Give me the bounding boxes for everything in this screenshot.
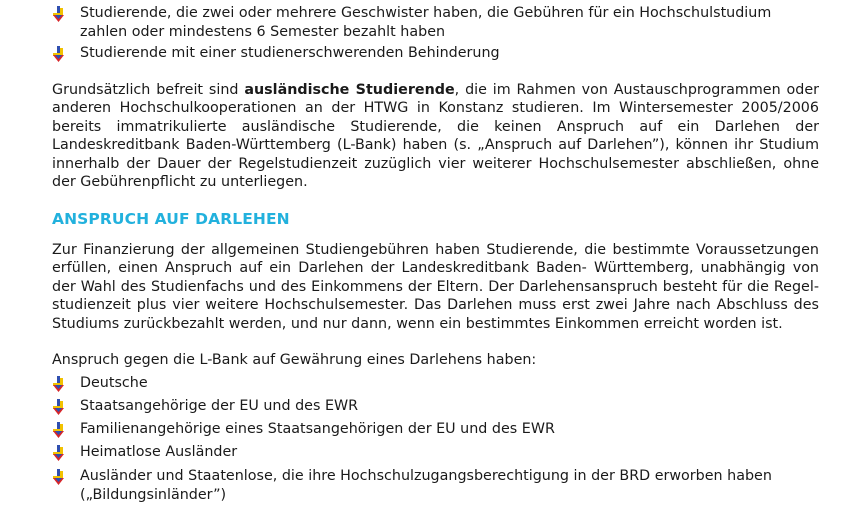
list-item-text: Staatsangehörige der EU und des EWR [80, 398, 359, 414]
list-item [52, 44, 822, 63]
list-item [52, 4, 822, 41]
list-item [52, 374, 822, 393]
list-item-text: Deutsche [80, 375, 148, 391]
paragraph [52, 81, 819, 191]
section-heading: ANSPRUCH AUF DARLEHEN [52, 210, 290, 228]
paragraph: Anspruch gegen die L-Bank auf Gewährung eines Darlehens haben: [52, 352, 537, 368]
list-item-text: Studierende mit einer studienerschwerenden Behinderung [80, 45, 500, 61]
paragraph: Zur Finanzierung der allgemeinen Studiengebühren haben Studierende, die bestimmte Voraussetzungen erfüllen, einen Anspruch auf ein Darlehen der Landeskreditbank Baden- Württemberg, unabhängig von der Wahl des Studienfachs und des Einkommens der Eltern. Der Darlehensanspruch besteht für die Regelstudienzeit plus vier weitere Hochschulsemester. Das Darlehen muss erst zwei Jahre nach Abschluss des Studiums zurückbezahlt werden, und nur dann, wenn ein bestimmtes Einkommen erreicht worden ist. [52, 242, 819, 332]
arrow-bullet-icon [52, 46, 66, 62]
emphasis-text: ausländische Studierende [244, 82, 455, 98]
list-item-text: Heimatlose Ausländer [80, 444, 238, 460]
list-item-text: Ausländer und Staatenlose, die ihre Hochschulzugangsberechtigung in der BRD erworben haben („Bildungsinländer”) [80, 468, 772, 503]
arrow-bullet-icon [52, 445, 66, 461]
arrow-bullet-icon [52, 469, 66, 485]
list-item [52, 420, 822, 439]
list-item [52, 443, 822, 462]
list-item-text: Studierende, die zwei oder mehrere Geschwister haben, die Gebühren für ein Hochschulstudium zahlen oder mindestens 6 Semester bezahlt haben [80, 5, 772, 40]
list-item-text: Familienangehörige eines Staatsangehörigen der EU und des EWR [80, 421, 555, 437]
arrow-bullet-icon [52, 422, 66, 438]
list-item [52, 397, 822, 416]
arrow-bullet-icon [52, 376, 66, 392]
list-item [52, 467, 822, 504]
paragraph-text: Grundsätzlich befreit sind [52, 82, 245, 98]
arrow-bullet-icon [52, 6, 66, 22]
paragraph-text: , die im Rahmen von Austauschprogrammen oder anderen Hochschulkooperationen an der HTWG in Konstanz studieren. Im Wintersemester 2005/2006 bereits immatrikulierte ausländische Studierende, die keinen Anspruch auf ein Darlehen der Landeskreditbank Baden-Württemberg (L-Bank) haben (s. „Anspruch auf Darlehen”), können ihr Studium innerhalb der Dauer der Regelstudienzeit zuzüglich vier weiterer Hochschulsemester abschließen, ohne der Gebührenpflicht zu unterliegen. [52, 82, 820, 191]
arrow-bullet-icon [52, 399, 66, 415]
